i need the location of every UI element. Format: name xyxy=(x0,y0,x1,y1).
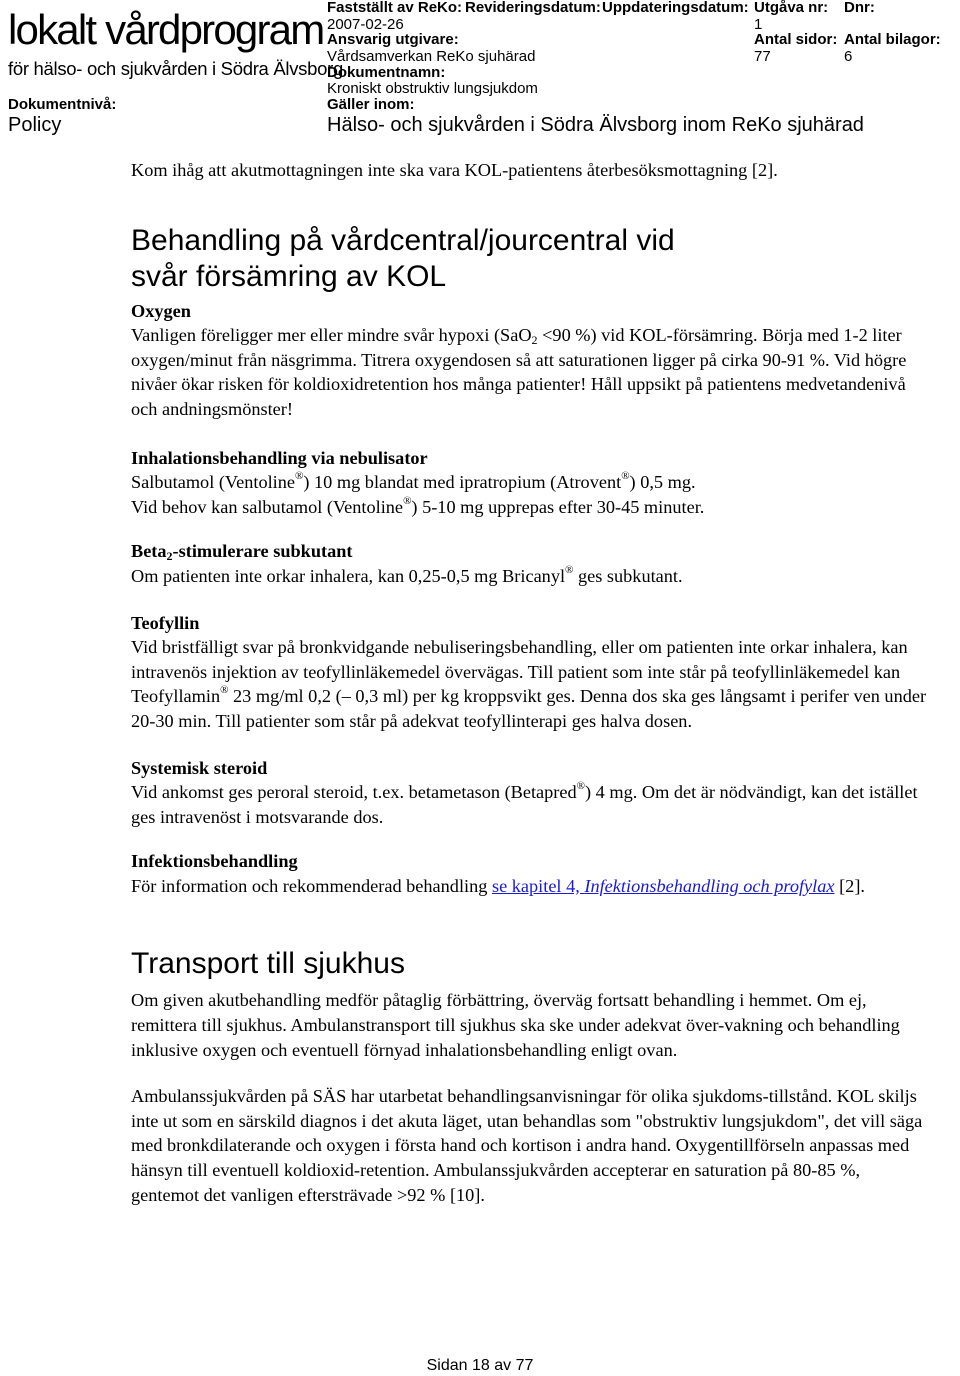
pages-label: Antal sidor: xyxy=(754,31,838,48)
publisher-value: Vårdsamverkan ReKo sjuhärad xyxy=(327,48,536,65)
link-text-a: se kapitel 4, xyxy=(491,875,585,896)
established-value: 2007-02-26 xyxy=(327,16,404,33)
docname-value: Kroniskt obstruktiv lungsjukdom xyxy=(327,80,538,97)
document-body xyxy=(131,158,931,1207)
doc-level-label: Dokumentnivå: xyxy=(8,96,117,113)
registered-mark: ® xyxy=(220,684,229,697)
edition-value: 1 xyxy=(754,16,763,33)
transport-paragraph-2: Ambulanssjukvården på SÄS har utarbetat behandlingsanvisningar för olika sjukdoms-tillstånd. KOL skiljs inte ut som en särskild diagnos i det akuta läget, utan behandlas som "obstruktiv lungsjukdom", det vill säga med bronkdilaterande och oxygen i första hand och kortison i andra hand. Oxygentillförseln anpassas med hänsyn till eventuell koldioxid-retention. Ambulanssjukvården accepterar en saturation på 80-85 %, gentemot det vanligen eftersträvade >92 % [10]. xyxy=(131,1086,923,1205)
oxygen-text-a: Vanligen föreligger mer eller mindre svår hypoxi (SaO xyxy=(131,325,532,346)
scope-label: Gäller inom: xyxy=(327,96,415,113)
inhalation-line1 xyxy=(131,470,931,495)
infection-heading: Infektionsbehandling xyxy=(131,851,298,872)
oxygen-paragraph xyxy=(131,323,931,421)
pages-value: 77 xyxy=(754,48,771,65)
inhal-text-c: ) 0,5 mg. xyxy=(629,472,696,493)
inhalation-heading: Inhalationsbehandling via nebulisator xyxy=(131,447,428,468)
infection-text-a: För information och rekommenderad behandling xyxy=(131,875,492,896)
link-text-b: Infektionsbehandling och profylax xyxy=(584,875,835,896)
oxygen-subscript: 2 xyxy=(531,333,538,348)
section-title-transport: Transport till sjukhus xyxy=(131,947,405,981)
teofyllin-paragraph xyxy=(131,635,931,733)
infection-text-b: [2]. xyxy=(834,875,865,896)
publisher-label: Ansvarig utgivare: xyxy=(327,31,459,48)
teo-text-b: 23 mg/ml 0,2 (– 0,3 ml) per kg kroppsvikt ges. Denna dos ska ges långsamt i perifer ven under 20-30 min. Till patienter som står på adekvat teofyllinterapi ges halva dosen. xyxy=(131,686,927,731)
beta-heading-a: Beta xyxy=(131,541,167,562)
docname-label: Dokumentnamn: xyxy=(327,64,446,81)
brand-subtitle: för hälso- och sjukvården i Södra Älvsborg xyxy=(8,58,343,79)
registered-mark: ® xyxy=(576,780,586,793)
teofyllin-heading: Teofyllin xyxy=(131,612,200,633)
chapter-4-link[interactable] xyxy=(492,876,835,896)
brand-title: lokalt vårdprogram xyxy=(8,6,324,53)
steroid-heading: Systemisk steroid xyxy=(131,757,268,778)
steroid-text-a: Vid ankomst ges peroral steroid, t.ex. betametason (Betapred xyxy=(131,782,577,803)
inhal2-text-b: ) 5-10 mg upprepas efter 30-45 minuter. xyxy=(411,496,705,517)
steroid-text-b: ) 4 mg. Om det är nödvändigt, kan det istället ges intravenöst i motsvarande dos. xyxy=(131,782,918,827)
oxygen-text-b: <90 %) vid KOL-försämring. Börja med 1-2 liter oxygen/minut från näsgrimma. Titrera oxygendosen så att saturationen ligger på cirka 90-91 %. Vid högre nivåer ökar risken för koldioxidretention hos många patienter! Håll uppsikt på patientens medvetandenivå och andningsmönster! xyxy=(131,325,907,419)
teo-text-a: Vid bristfälligt svar på bronkvidgande nebuliseringsbehandling, eller om patienten inte orkar inhalera, kan intravenös injektion av teofyllinläkemedel övervägas. Till patient som inte står på teofyllinläkemedel kan Teofyllamin xyxy=(131,637,908,707)
document-header xyxy=(0,0,960,140)
section-title-line2: svår försämring av KOL xyxy=(131,259,447,293)
scope-value: Hälso- och sjukvården i Södra Älvsborg inom ReKo sjuhärad xyxy=(327,114,864,136)
registered-mark: ® xyxy=(295,470,304,483)
transport-paragraph-1: Om given akutbehandling medför påtaglig förbättring, överväg fortsatt behandling i hemmet. Om ej, remittera till sjukhus. Ambulanstransport till sjukhus ska ske under adekvat över-vakning och behandling inklusive oxygen och eventuell förnyad inhalationsbehandling enligt ovan. xyxy=(131,990,900,1060)
beta-text-b: ges subkutant. xyxy=(573,565,683,586)
doc-level-value: Policy xyxy=(8,114,62,136)
inhalation-line2 xyxy=(131,495,931,520)
registered-mark: ® xyxy=(621,470,630,483)
section-title-behandling xyxy=(131,223,931,295)
inhal2-text-a: Vid behov kan salbutamol (Ventoline xyxy=(131,496,404,517)
dnr-label: Dnr: xyxy=(844,0,875,16)
beta-paragraph xyxy=(131,564,931,589)
inhal-text-b: ) 10 mg blandat med ipratropium (Atrovent xyxy=(303,472,622,493)
section-title-line1: Behandling på vårdcentral/jourcentral vid xyxy=(131,223,675,257)
update-label: Uppdateringsdatum: xyxy=(602,0,749,16)
infection-paragraph xyxy=(131,874,931,899)
page-footer: Sidan 18 av 77 xyxy=(426,1357,534,1374)
registered-mark: ® xyxy=(403,494,412,507)
inhal-text-a: Salbutamol (Ventoline xyxy=(131,472,295,493)
beta-heading-b: -stimulerare subkutant xyxy=(172,541,353,562)
registered-mark: ® xyxy=(565,563,574,576)
beta-heading xyxy=(131,539,931,564)
attachments-label: Antal bilagor: xyxy=(844,31,941,48)
edition-label: Utgåva nr: xyxy=(754,0,829,16)
revision-label: Revideringsdatum: xyxy=(465,0,601,16)
oxygen-heading: Oxygen xyxy=(131,300,191,321)
intro-paragraph: Kom ihåg att akutmottagningen inte ska vara KOL-patientens återbesöksmottagning [2]. xyxy=(131,160,778,180)
attachments-value: 6 xyxy=(844,48,853,65)
beta-text-a: Om patienten inte orkar inhalera, kan 0,25-0,5 mg Bricanyl xyxy=(131,565,566,586)
steroid-paragraph xyxy=(131,780,931,829)
beta-subscript: 2 xyxy=(166,549,173,564)
established-label: Fastställt av ReKo: xyxy=(327,0,463,16)
